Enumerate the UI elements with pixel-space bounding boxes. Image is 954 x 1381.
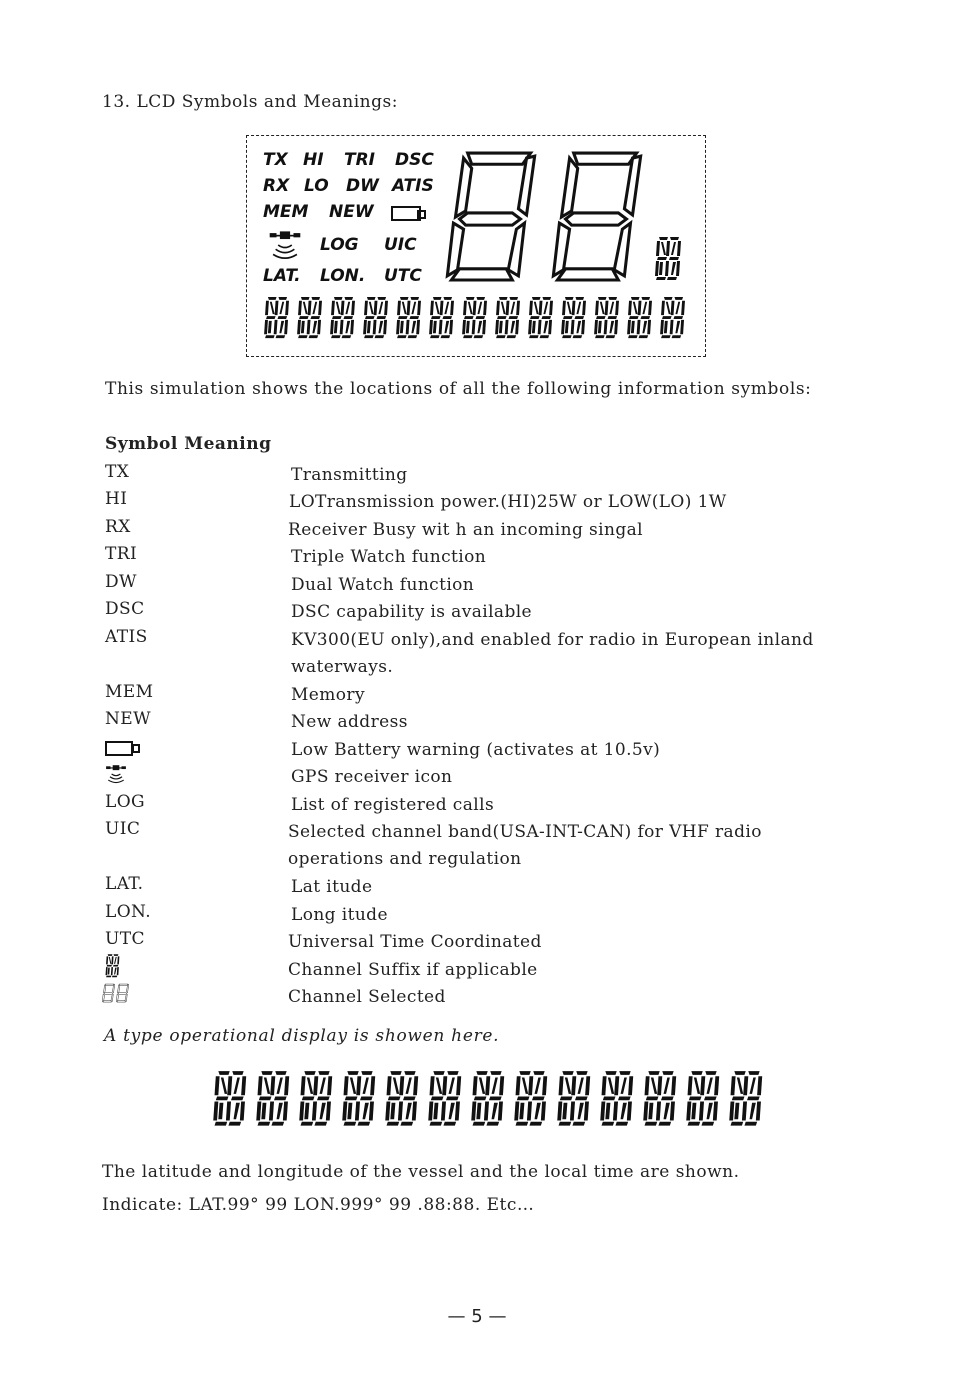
lcd-label-hi: HI bbox=[303, 150, 324, 170]
lcd-label-log: LOG bbox=[320, 235, 359, 255]
sixteen-segment-char-icon bbox=[494, 296, 523, 340]
battery-icon bbox=[391, 206, 421, 221]
sixteen-segment-char-icon bbox=[642, 1061, 680, 1137]
row-meaning: Triple Watch function bbox=[291, 547, 487, 567]
channel-suffix-icon bbox=[652, 236, 686, 282]
row-symbol: MEM bbox=[105, 682, 154, 702]
note-line-1: The latitude and longitude of the vessel and the local time are shown. bbox=[102, 1162, 740, 1182]
row-meaning: Selected channel band(USA-INT-CAN) for VHF radio operations and regulation bbox=[288, 822, 762, 869]
row-meaning: List of registered calls bbox=[291, 795, 495, 815]
row-symbol: ATIS bbox=[105, 627, 148, 647]
lcd-text-row bbox=[263, 296, 688, 340]
lcd-label-dsc: DSC bbox=[395, 150, 434, 170]
lcd-label-utc: UTC bbox=[384, 266, 422, 286]
channel-digit-icon bbox=[549, 150, 645, 282]
row-meaning: Memory bbox=[291, 685, 365, 705]
row-meaning: Channel Selected bbox=[288, 987, 446, 1007]
sixteen-segment-char-icon bbox=[560, 296, 589, 340]
lcd-label-new: NEW bbox=[329, 202, 374, 222]
lcd-label-dw: DW bbox=[346, 176, 379, 196]
operational-display bbox=[212, 1061, 766, 1137]
lcd-label-lat: LAT. bbox=[263, 266, 301, 286]
gps-satellite-icon bbox=[267, 228, 303, 262]
row-symbol: UIC bbox=[105, 819, 141, 839]
section-heading: 13. LCD Symbols and Meanings: bbox=[102, 92, 398, 112]
row-symbol: RX bbox=[105, 517, 131, 537]
table-header: Symbol Meaning bbox=[105, 434, 272, 454]
sixteen-segment-char-icon bbox=[728, 1061, 766, 1137]
sixteen-segment-char-icon bbox=[428, 296, 457, 340]
sixteen-segment-char-icon bbox=[527, 296, 556, 340]
lcd-label-tri: TRI bbox=[344, 150, 376, 170]
page-number: — 5 — bbox=[447, 1306, 507, 1327]
row-meaning: Lat itude bbox=[291, 877, 373, 897]
sixteen-segment-char-icon bbox=[341, 1061, 379, 1137]
lcd-label-atis: ATIS bbox=[392, 176, 434, 196]
sixteen-segment-char-icon bbox=[395, 296, 424, 340]
row-meaning: Long itude bbox=[291, 905, 388, 925]
sixteen-segment-char-icon bbox=[362, 296, 391, 340]
sixteen-segment-char-icon bbox=[659, 296, 688, 340]
row-symbol: UTC bbox=[105, 929, 145, 949]
intro-text: This simulation shows the locations of all the following information symbols: bbox=[105, 379, 812, 399]
lcd-label-lo: LO bbox=[304, 176, 329, 196]
channel-digit-icon bbox=[443, 150, 539, 282]
sixteen-segment-char-icon bbox=[298, 1061, 336, 1137]
sixteen-segment-char-icon bbox=[556, 1061, 594, 1137]
row-meaning: LOTransmission power.(HI)25W or LOW(LO) 1W bbox=[289, 492, 727, 512]
row-symbol: DSC bbox=[105, 599, 145, 619]
row-meaning: Low Battery warning (activates at 10.5v) bbox=[291, 740, 661, 760]
sixteen-segment-char-icon bbox=[255, 1061, 293, 1137]
lcd-label-lon: LON. bbox=[320, 266, 366, 286]
sixteen-segment-char-icon bbox=[513, 1061, 551, 1137]
row-meaning: DSC capability is available bbox=[291, 602, 533, 622]
sixteen-segment-char-icon bbox=[212, 1061, 250, 1137]
row-meaning: GPS receiver icon bbox=[291, 767, 453, 787]
row-meaning: Dual Watch function bbox=[291, 575, 475, 595]
row-meaning: Transmitting bbox=[291, 465, 408, 485]
sixteen-segment-char-icon bbox=[296, 296, 325, 340]
sixteen-segment-char-icon bbox=[263, 296, 292, 340]
row-symbol: DW bbox=[105, 572, 137, 592]
row-symbol: LOG bbox=[105, 792, 146, 812]
sixteen-segment-char-icon bbox=[593, 296, 622, 340]
sixteen-segment-char-icon bbox=[384, 1061, 422, 1137]
sixteen-segment-char-icon bbox=[685, 1061, 723, 1137]
lcd-panel-diagram bbox=[246, 135, 706, 357]
lcd-label-rx: RX bbox=[263, 176, 290, 196]
operational-caption: A type operational display is showen here. bbox=[104, 1026, 500, 1046]
row-symbol: NEW bbox=[105, 709, 151, 729]
row-symbol: LON. bbox=[105, 902, 152, 922]
sixteen-segment-char-icon bbox=[626, 296, 655, 340]
sixteen-segment-char-icon bbox=[329, 296, 358, 340]
sixteen-segment-char-icon bbox=[427, 1061, 465, 1137]
row-symbol: TX bbox=[105, 462, 130, 482]
row-symbol: HI bbox=[105, 489, 128, 509]
lcd-label-uic: UIC bbox=[384, 235, 417, 255]
sixteen-segment-char-icon bbox=[599, 1061, 637, 1137]
row-meaning: KV300(EU only),and enabled for radio in European inland waterways. bbox=[291, 630, 814, 677]
row-meaning: Receiver Busy wit h an incoming singal bbox=[288, 520, 644, 540]
note-line-2: Indicate: LAT.99° 99 LON.999° 99 .88:88. Etc… bbox=[102, 1195, 535, 1215]
sixteen-segment-char-icon bbox=[461, 296, 490, 340]
lcd-label-tx: TX bbox=[263, 150, 288, 170]
lcd-label-mem: MEM bbox=[263, 202, 309, 222]
row-meaning: Channel Suffix if applicable bbox=[288, 960, 538, 980]
row-symbol: TRI bbox=[105, 544, 138, 564]
sixteen-segment-char-icon bbox=[470, 1061, 508, 1137]
row-meaning: Universal Time Coordinated bbox=[288, 932, 542, 952]
row-meaning: New address bbox=[291, 712, 408, 732]
row-symbol: LAT. bbox=[105, 874, 144, 894]
